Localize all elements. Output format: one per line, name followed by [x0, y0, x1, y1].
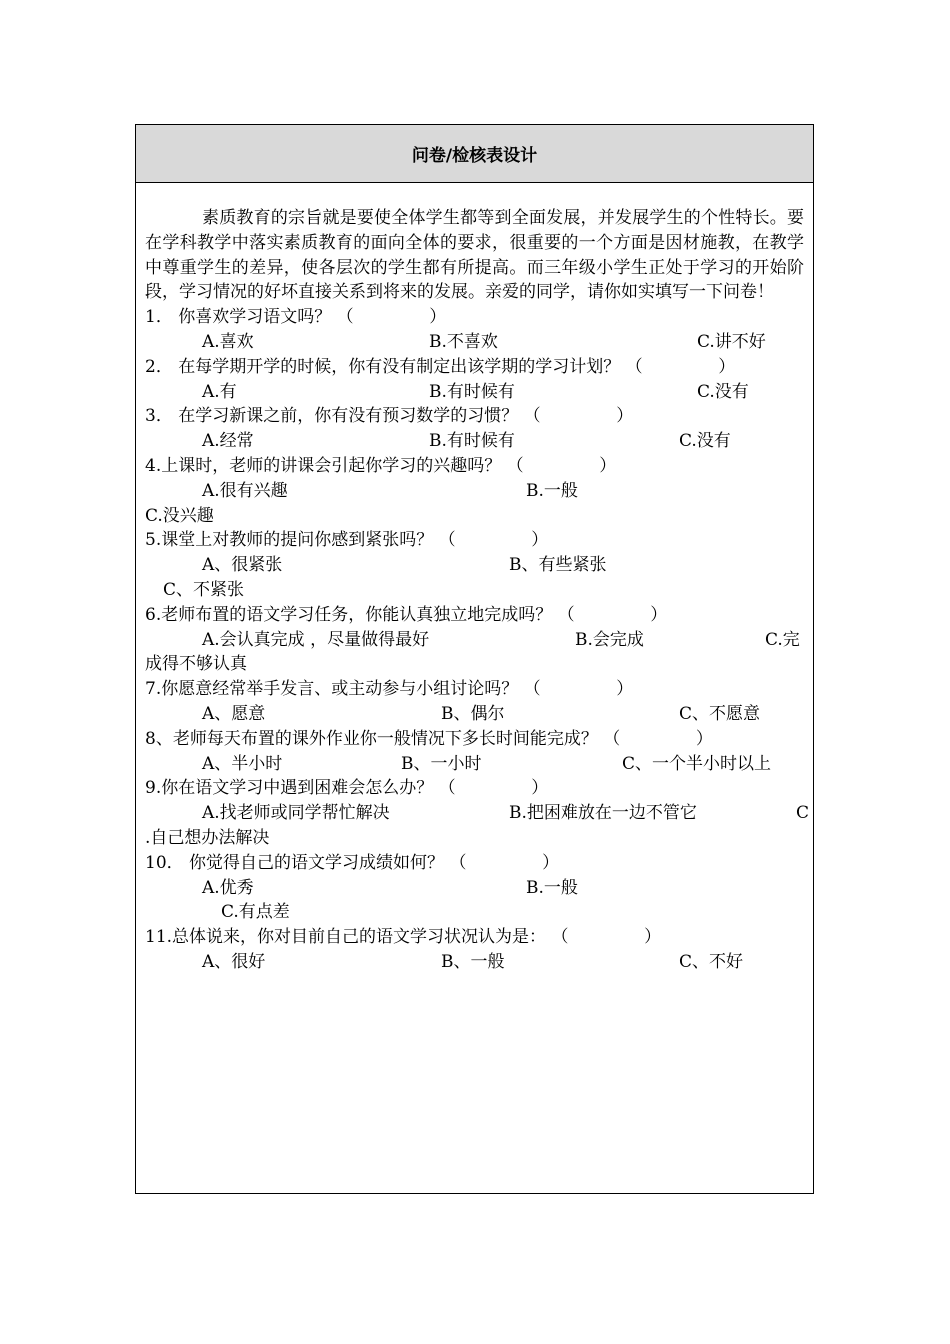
option-b[interactable]: B、偶尔 [441, 703, 505, 724]
question-9: 9.你在语文学习中遇到困难会怎么办？ （ ） [145, 778, 549, 799]
question-8: 8、老师每天布置的课外作业你一般情况下多长时间能完成？ （ ） [145, 728, 713, 749]
option-b[interactable]: B.一般 [526, 877, 578, 898]
questionnaire-frame [135, 124, 814, 1194]
question-11: 11.总体说来，你对目前自己的语文学习状况认为是： （ ） [145, 927, 662, 948]
options-7 [145, 702, 804, 727]
option-c[interactable]: C [796, 803, 810, 824]
option-c[interactable]: C.有点差 [221, 902, 290, 923]
option-c[interactable]: C、不紧张 [163, 579, 245, 600]
question-1: 1． 你喜欢学习语文吗？ （ ） [145, 307, 447, 328]
option-b[interactable]: B、一小时 [401, 753, 482, 774]
option-a[interactable]: A、很紧张 [202, 555, 283, 576]
options-5-wrap [145, 578, 804, 603]
options-9 [145, 801, 810, 826]
option-a[interactable]: A.找老师或同学帮忙解决 [202, 803, 390, 824]
option-a[interactable]: A.优秀 [202, 877, 254, 898]
option-b[interactable]: B.不喜欢 [429, 331, 498, 352]
option-c[interactable]: C.没有 [679, 431, 731, 452]
option-a[interactable]: A、半小时 [202, 753, 283, 774]
option-a[interactable]: A、愿意 [202, 703, 266, 724]
questionnaire-body [136, 183, 813, 975]
option-a[interactable]: A.很有兴趣 [202, 480, 288, 501]
question-3: 3． 在学习新课之前，你有没有预习数学的习惯？ （ ） [145, 406, 634, 427]
options-8 [145, 752, 804, 777]
options-1 [145, 330, 804, 355]
option-c[interactable]: C.没有 [697, 381, 749, 402]
option-c[interactable]: C、一个半小时以上 [622, 753, 772, 774]
option-a[interactable]: A.经常 [202, 431, 254, 452]
question-7: 7.你愿意经常举手发言、或主动参与小组讨论吗？ （ ） [145, 679, 634, 700]
option-b[interactable]: B、一般 [441, 951, 505, 972]
intro-paragraph: 素质教育的宗旨就是要使全体学生都等到全面发展，并发展学生的个性特长。要在学科教学中落实素质教育的面向全体的要求，很重要的一个方面是因材施教，在教学中尊重学生的差异，使各层次的学生都有所提高。而三年级小学生正处于学习的开始阶段，学习情况的好坏直接关系到将来的发展。亲爱的同学，请你如实填写一下问卷！ [145, 208, 804, 303]
options-6 [145, 628, 804, 653]
option-c-continued: .自己想办法解决 [145, 827, 270, 848]
page-title: 问卷/检核表设计 [136, 125, 813, 183]
option-a[interactable]: A.喜欢 [202, 331, 254, 352]
option-a[interactable]: A.会认真完成 ，尽量做得最好 [202, 629, 430, 650]
question-4: 4.上课时，老师的讲课会引起你学习的兴趣吗？ （ ） [145, 455, 617, 476]
options-11 [145, 950, 804, 975]
options-4 [145, 479, 804, 504]
option-b[interactable]: B.会完成 [575, 629, 644, 650]
option-c-continued: 成得不够认真 [145, 654, 247, 675]
option-c[interactable]: C、不好 [679, 951, 744, 972]
option-c[interactable]: C.完 [765, 629, 800, 650]
question-2: 2． 在每学期开学的时候，你有没有制定出该学期的学习计划？ （ ） [145, 356, 736, 377]
option-c[interactable]: C、不愿意 [679, 703, 761, 724]
option-c[interactable]: C.讲不好 [697, 331, 766, 352]
option-b[interactable]: B.一般 [526, 480, 578, 501]
option-b[interactable]: B.有时候有 [429, 431, 515, 452]
option-b[interactable]: B.有时候有 [429, 381, 515, 402]
option-a[interactable]: A、很好 [202, 951, 266, 972]
option-b[interactable]: B、有些紧张 [509, 555, 607, 576]
question-5: 5.课堂上对教师的提问你感到紧张吗？ （ ） [145, 530, 549, 551]
option-b[interactable]: B.把困难放在一边不管它 [509, 803, 697, 824]
options-10-wrap [145, 900, 804, 925]
question-10: 10． 你觉得自己的语文学习成绩如何？ （ ） [145, 852, 560, 873]
options-10 [145, 876, 804, 901]
question-6: 6.老师布置的语文学习任务，你能认真独立地完成吗？ （ ） [145, 604, 668, 625]
options-5 [145, 553, 804, 578]
options-2 [145, 380, 804, 405]
options-3 [145, 429, 804, 454]
option-a[interactable]: A.有 [202, 381, 237, 402]
option-c[interactable]: C.没兴趣 [145, 505, 214, 526]
